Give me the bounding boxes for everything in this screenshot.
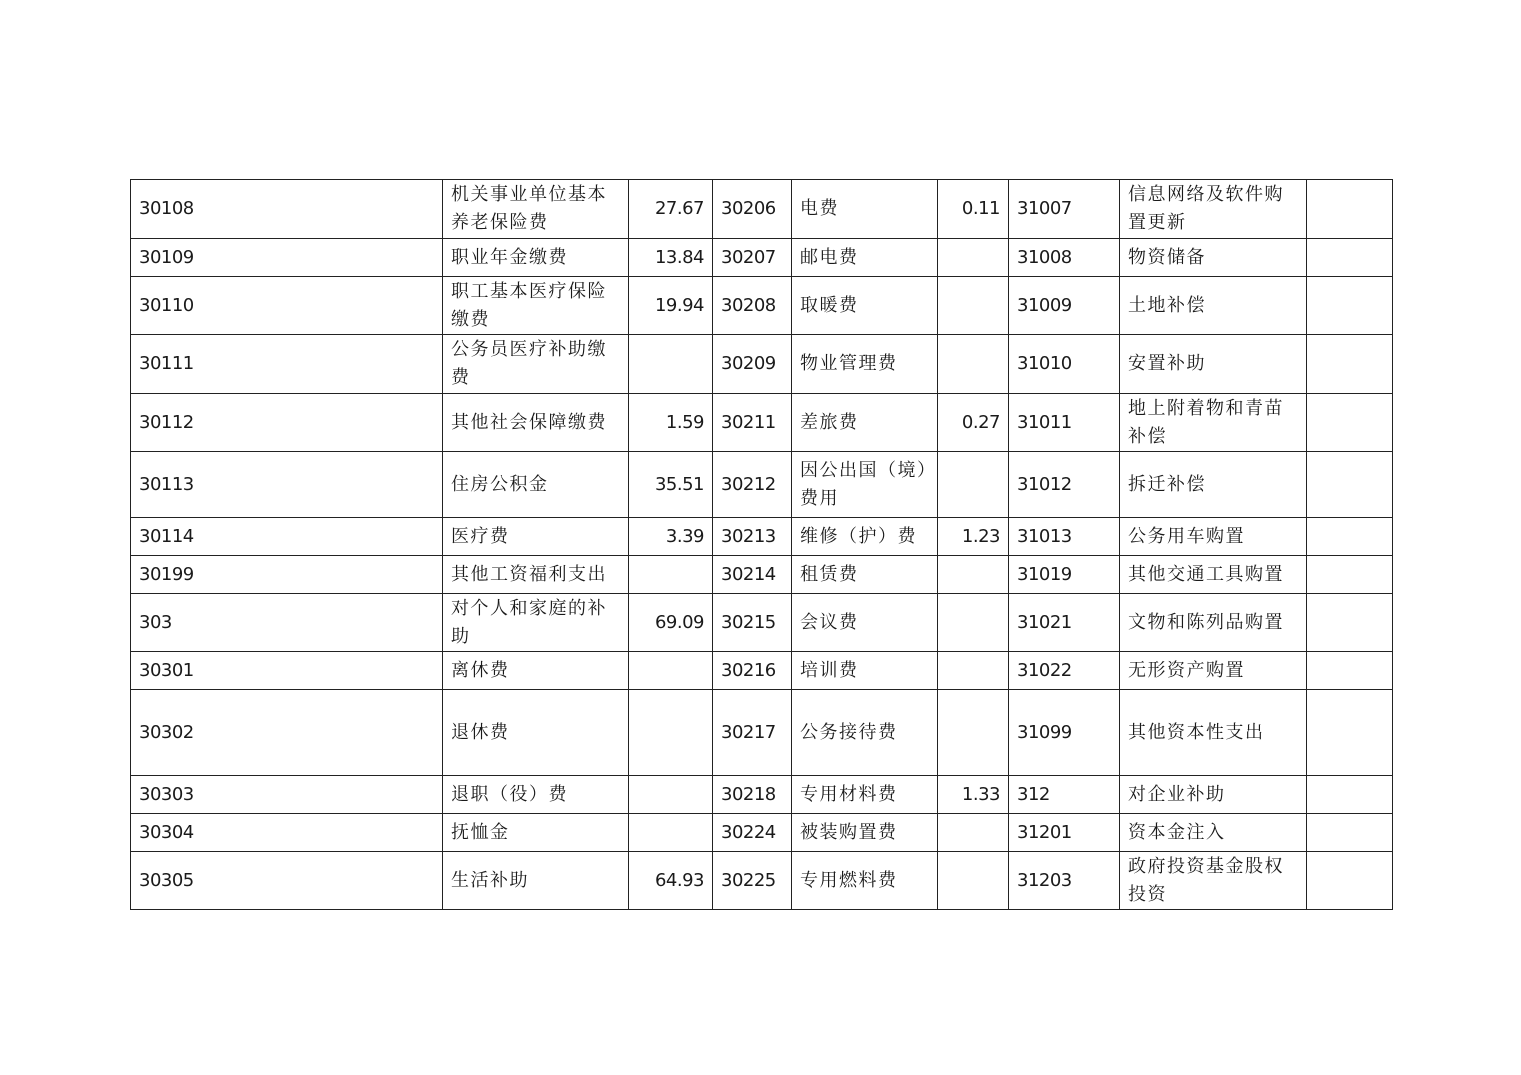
expense-code-cell: 30305 — [131, 852, 443, 910]
expense-code-cell: 30109 — [131, 239, 443, 277]
expense-amount-cell: 64.93 — [629, 852, 713, 910]
expense-code-cell: 30114 — [131, 518, 443, 556]
table-row — [131, 394, 1393, 452]
table-row — [131, 180, 1393, 239]
expense-code-cell: 31012 — [1009, 452, 1120, 518]
expense-name-cell: 机关事业单位基本养老保险费 — [443, 180, 629, 239]
expense-amount-cell — [938, 814, 1009, 852]
expense-code-cell: 31009 — [1009, 277, 1120, 335]
expense-amount-cell — [1307, 852, 1393, 910]
expense-name-cell: 会议费 — [792, 594, 938, 652]
expense-name-cell: 维修（护）费 — [792, 518, 938, 556]
table-row — [131, 335, 1393, 394]
expense-amount-cell: 27.67 — [629, 180, 713, 239]
expense-amount-cell — [629, 814, 713, 852]
expense-amount-cell: 1.59 — [629, 394, 713, 452]
expense-code-cell: 31013 — [1009, 518, 1120, 556]
table-row — [131, 452, 1393, 518]
expense-amount-cell — [938, 452, 1009, 518]
expense-name-cell: 对企业补助 — [1120, 776, 1307, 814]
expense-amount-cell — [1307, 518, 1393, 556]
expense-name-cell: 其他交通工具购置 — [1120, 556, 1307, 594]
table-row — [131, 239, 1393, 277]
expense-name-cell: 公务员医疗补助缴费 — [443, 335, 629, 394]
expense-code-cell: 30108 — [131, 180, 443, 239]
expense-amount-cell: 35.51 — [629, 452, 713, 518]
expense-name-cell: 被装购置费 — [792, 814, 938, 852]
expense-amount-cell — [1307, 814, 1393, 852]
expense-amount-cell — [1307, 556, 1393, 594]
table-row — [131, 776, 1393, 814]
expense-amount-cell — [938, 852, 1009, 910]
expense-code-cell: 31201 — [1009, 814, 1120, 852]
expense-amount-cell: 1.33 — [938, 776, 1009, 814]
expense-amount-cell — [1307, 776, 1393, 814]
budget-table — [130, 179, 1393, 910]
expense-code-cell: 31007 — [1009, 180, 1120, 239]
expense-name-cell: 政府投资基金股权投资 — [1120, 852, 1307, 910]
expense-code-cell: 30211 — [713, 394, 792, 452]
expense-amount-cell — [1307, 277, 1393, 335]
expense-amount-cell — [1307, 239, 1393, 277]
expense-name-cell: 职工基本医疗保险缴费 — [443, 277, 629, 335]
expense-amount-cell: 0.11 — [938, 180, 1009, 239]
expense-amount-cell — [629, 776, 713, 814]
expense-name-cell: 离休费 — [443, 652, 629, 690]
table-row — [131, 652, 1393, 690]
expense-amount-cell — [1307, 394, 1393, 452]
expense-amount-cell — [938, 594, 1009, 652]
expense-name-cell: 其他资本性支出 — [1120, 690, 1307, 776]
table-row — [131, 556, 1393, 594]
expense-code-cell: 31203 — [1009, 852, 1120, 910]
expense-code-cell: 30304 — [131, 814, 443, 852]
expense-name-cell: 其他社会保障缴费 — [443, 394, 629, 452]
expense-name-cell: 物业管理费 — [792, 335, 938, 394]
expense-code-cell: 30218 — [713, 776, 792, 814]
expense-name-cell: 取暖费 — [792, 277, 938, 335]
expense-amount-cell — [938, 277, 1009, 335]
expense-amount-cell — [938, 335, 1009, 394]
expense-code-cell: 30110 — [131, 277, 443, 335]
expense-amount-cell — [629, 556, 713, 594]
expense-amount-cell — [629, 652, 713, 690]
expense-amount-cell: 3.39 — [629, 518, 713, 556]
expense-code-cell: 30216 — [713, 652, 792, 690]
expense-code-cell: 31010 — [1009, 335, 1120, 394]
expense-code-cell: 31011 — [1009, 394, 1120, 452]
expense-code-cell: 30199 — [131, 556, 443, 594]
expense-code-cell: 30214 — [713, 556, 792, 594]
table-row — [131, 690, 1393, 776]
expense-name-cell: 资本金注入 — [1120, 814, 1307, 852]
expense-code-cell: 30225 — [713, 852, 792, 910]
expense-code-cell: 30215 — [713, 594, 792, 652]
table-body — [131, 180, 1393, 910]
expense-amount-cell — [1307, 452, 1393, 518]
expense-amount-cell: 0.27 — [938, 394, 1009, 452]
expense-name-cell: 培训费 — [792, 652, 938, 690]
expense-name-cell: 医疗费 — [443, 518, 629, 556]
expense-name-cell: 因公出国（境）费用 — [792, 452, 938, 518]
expense-name-cell: 其他工资福利支出 — [443, 556, 629, 594]
expense-name-cell: 物资储备 — [1120, 239, 1307, 277]
expense-name-cell: 差旅费 — [792, 394, 938, 452]
expense-code-cell: 30113 — [131, 452, 443, 518]
table-row — [131, 594, 1393, 652]
table-row — [131, 852, 1393, 910]
expense-amount-cell — [1307, 335, 1393, 394]
expense-amount-cell: 13.84 — [629, 239, 713, 277]
expense-code-cell: 30224 — [713, 814, 792, 852]
expense-code-cell: 30206 — [713, 180, 792, 239]
expense-name-cell: 专用材料费 — [792, 776, 938, 814]
expense-code-cell: 30302 — [131, 690, 443, 776]
expense-name-cell: 公务接待费 — [792, 690, 938, 776]
expense-name-cell: 无形资产购置 — [1120, 652, 1307, 690]
expense-name-cell: 抚恤金 — [443, 814, 629, 852]
table-row — [131, 277, 1393, 335]
expense-code-cell: 30217 — [713, 690, 792, 776]
expense-code-cell: 30207 — [713, 239, 792, 277]
expense-code-cell: 30208 — [713, 277, 792, 335]
expense-code-cell: 30301 — [131, 652, 443, 690]
table-row — [131, 814, 1393, 852]
expense-code-cell: 30209 — [713, 335, 792, 394]
expense-amount-cell — [1307, 180, 1393, 239]
expense-code-cell: 31019 — [1009, 556, 1120, 594]
expense-amount-cell: 69.09 — [629, 594, 713, 652]
expense-name-cell: 专用燃料费 — [792, 852, 938, 910]
expense-code-cell: 31022 — [1009, 652, 1120, 690]
expense-code-cell: 30212 — [713, 452, 792, 518]
expense-name-cell: 拆迁补偿 — [1120, 452, 1307, 518]
expense-name-cell: 退职（役）费 — [443, 776, 629, 814]
expense-code-cell: 30111 — [131, 335, 443, 394]
expense-name-cell: 租赁费 — [792, 556, 938, 594]
expense-name-cell: 公务用车购置 — [1120, 518, 1307, 556]
expense-name-cell: 生活补助 — [443, 852, 629, 910]
expense-code-cell: 303 — [131, 594, 443, 652]
expense-name-cell: 文物和陈列品购置 — [1120, 594, 1307, 652]
expense-code-cell: 30112 — [131, 394, 443, 452]
expense-amount-cell: 1.23 — [938, 518, 1009, 556]
table-row — [131, 518, 1393, 556]
expense-amount-cell — [629, 690, 713, 776]
expense-code-cell: 312 — [1009, 776, 1120, 814]
expense-amount-cell — [938, 652, 1009, 690]
expense-code-cell: 31021 — [1009, 594, 1120, 652]
expense-code-cell: 30213 — [713, 518, 792, 556]
expense-amount-cell — [938, 690, 1009, 776]
expense-name-cell: 退休费 — [443, 690, 629, 776]
expense-name-cell: 安置补助 — [1120, 335, 1307, 394]
expense-name-cell: 土地补偿 — [1120, 277, 1307, 335]
expense-amount-cell — [1307, 690, 1393, 776]
expense-amount-cell — [938, 239, 1009, 277]
expense-code-cell: 31008 — [1009, 239, 1120, 277]
expense-amount-cell — [938, 556, 1009, 594]
expense-code-cell: 30303 — [131, 776, 443, 814]
expense-name-cell: 电费 — [792, 180, 938, 239]
expense-name-cell: 邮电费 — [792, 239, 938, 277]
expense-name-cell: 职业年金缴费 — [443, 239, 629, 277]
expense-code-cell: 31099 — [1009, 690, 1120, 776]
expense-amount-cell — [629, 335, 713, 394]
expense-name-cell: 信息网络及软件购置更新 — [1120, 180, 1307, 239]
expense-name-cell: 对个人和家庭的补助 — [443, 594, 629, 652]
expense-amount-cell: 19.94 — [629, 277, 713, 335]
expense-amount-cell — [1307, 652, 1393, 690]
expense-name-cell: 住房公积金 — [443, 452, 629, 518]
expense-amount-cell — [1307, 594, 1393, 652]
expense-name-cell: 地上附着物和青苗补偿 — [1120, 394, 1307, 452]
